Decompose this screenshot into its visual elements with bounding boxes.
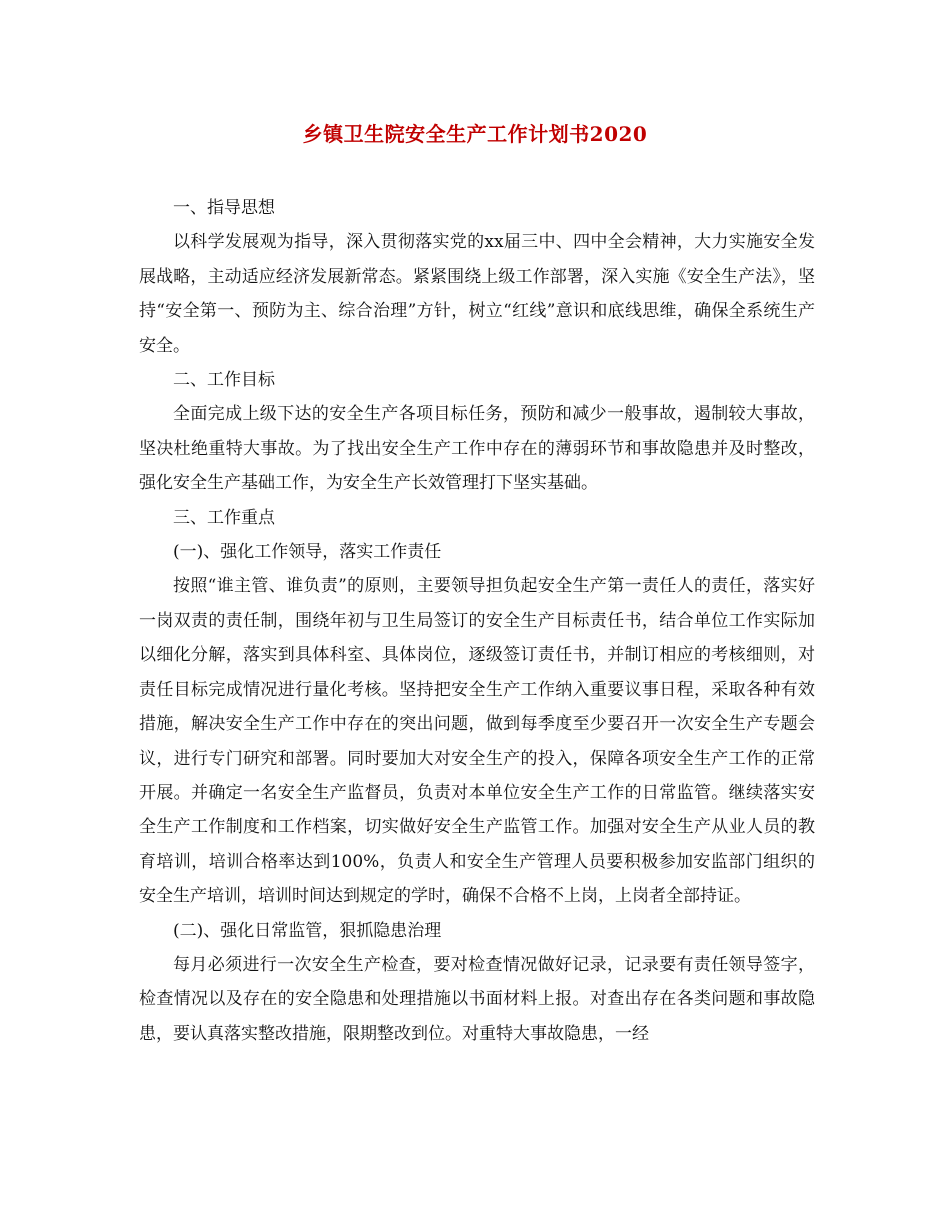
paragraph-leadership: 按照“谁主管、谁负责”的原则，主要领导担负起安全生产第一责任人的责任，落实好一岗双责的责任制，围绕年初与卫生局签订的安全生产目标责任书，结合单位工作实际加以细化分解，落实到具体科室、具体岗位，逐级签订责任书，并制订相应的考核细则，对责任目标完成情况进行量化考核。坚持把安全生产工作纳入重要议事日程，采取各种有效措施，解决安全生产工作中存在的突出问题，做到每季度至少要召开一次安全生产专题会议，进行专门研究和部署。同时要加大对安全生产的投入，保障各项安全生产工作的正常开展。并确定一名安全生产监督员，负责对本单位安全生产工作的日常监管。继续落实安全生产工作制度和工作档案，切实做好安全生产监管工作。加强对安全生产从业人员的教育培训，培训合格率达到100%，负责人和安全生产管理人员要积极参加安监部门组织的安全生产培训，培训时间达到规定的学时，确保不合格不上岗，上岗者全部持证。 bbox=[139, 576, 815, 907]
paragraph-supervision: 每月必须进行一次安全生产检查，要对检查情况做好记录，记录要有责任领导签字，检查情况以及存在的安全隐患和处理措施以书面材料上报。对查出存在各类问题和事故隐患，要认真落实整改措施，限期整改到位。对重特大事故隐患，一经 bbox=[139, 954, 815, 1044]
subsection-heading-leadership: (一)、强化工作领导，落实工作责任 bbox=[173, 542, 442, 563]
paragraph-guiding-ideology: 以科学发展观为指导，深入贯彻落实党的xx届三中、四中全会精神，大力实施安全发展战略，主动适应经济发展新常态。紧紧围绕上级工作部署，深入实施《安全生产法》，坚持“安全第一、预防为主、综合治理”方针，树立“红线”意识和底线思维，确保全系统生产安全。 bbox=[139, 232, 815, 356]
section-heading-guiding-ideology: 一、指导思想 bbox=[173, 198, 275, 218]
document-body bbox=[139, 191, 815, 1051]
section-heading-work-focus: 三、工作重点 bbox=[173, 507, 275, 528]
subsection-heading-supervision: (二)、强化日常监管，狠抓隐患治理 bbox=[173, 920, 442, 941]
section-heading-work-goals: 二、工作目标 bbox=[173, 370, 275, 391]
paragraph-work-goals: 全面完成上级下达的安全生产各项目标任务，预防和减少一般事故，遏制较大事故，坚决杜绝重特大事故。为了找出安全生产工作中存在的薄弱环节和事故隐患并及时整改，强化安全生产基础工作，为安全生产长效管理打下坚实基础。 bbox=[139, 404, 815, 494]
document-title: 乡镇卫生院安全生产工作计划书2020 bbox=[302, 122, 648, 146]
